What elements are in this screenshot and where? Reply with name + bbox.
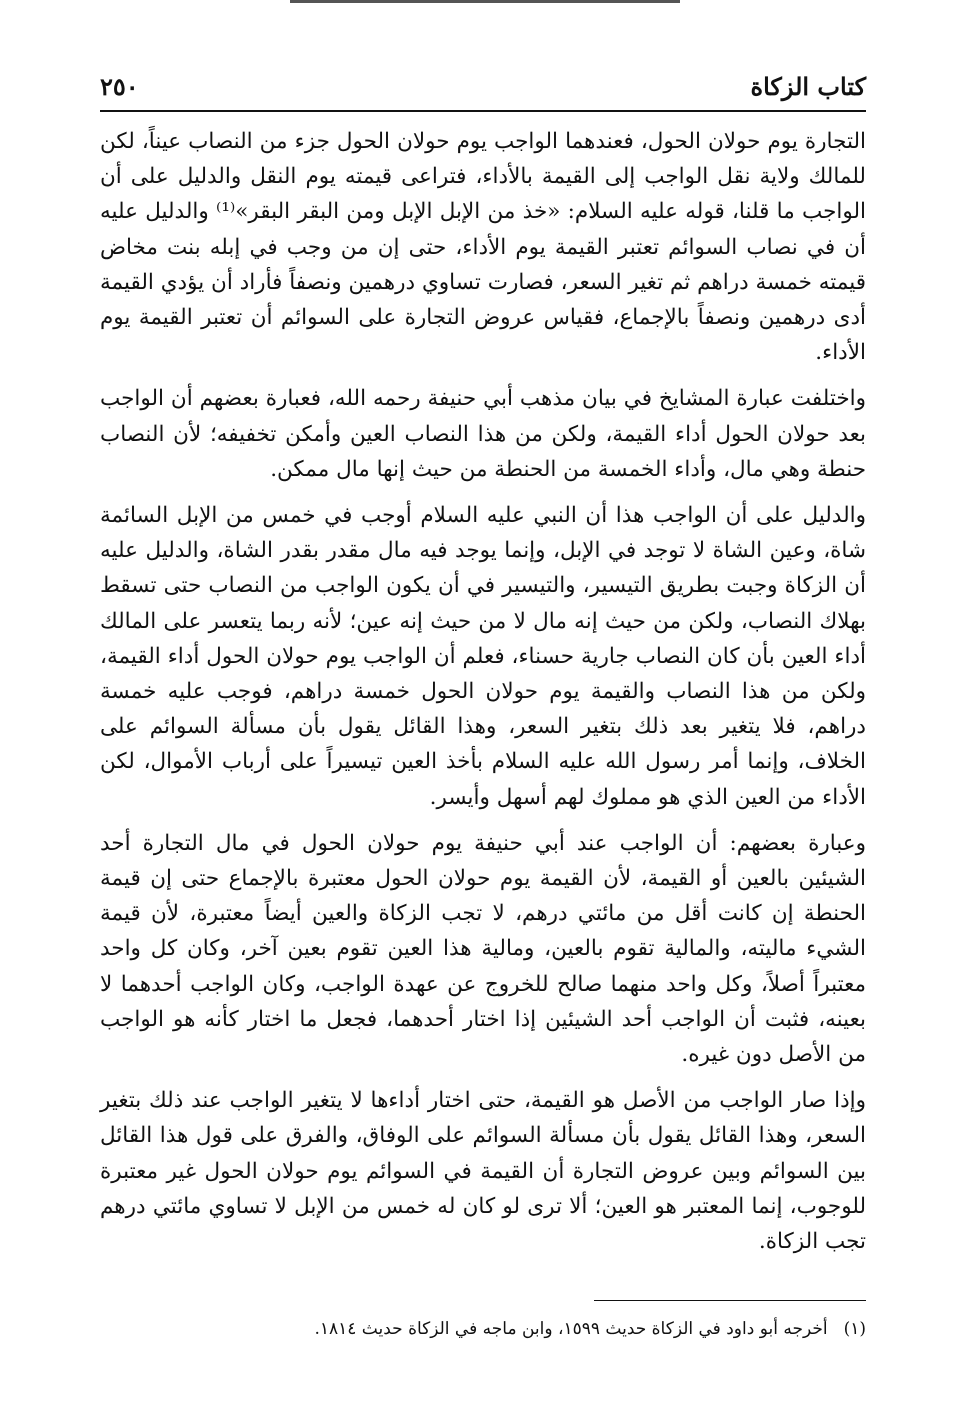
main-text	[100, 124, 866, 1270]
footnote-text: أخرجه أبو داود في الزكاة حديث ١٥٩٩، وابن ماجه في الزكاة حديث ١٨١٤.	[314, 1319, 828, 1339]
paragraph: واختلفت عبارة المشايخ في بيان مذهب أبي حنيفة رحمه الله، فعبارة بعضهم أن الواجب بعد حولان الحول أداء القيمة، ولكن من هذا النصاب العين وأمكن تخفيفه؛ لأن النصاب حنطة وهي مال، وأداء الخمسة من الحنطة من حيث إنها مال ممكن.	[100, 386, 866, 482]
paragraph: وإذا صار الواجب من الأصل هو القيمة، حتى اختار أداءها لا يتغير الواجب عند ذلك بتغير السعر، وهذا القائل يقول بأن مسألة السوائم على الوفاق، والفرق على قول هذا القائل بين السوائم وبين عروض التجارة أن القيمة في السوائم يوم حولان الحول غير معتبرة للوجوب، إنما المعتبر هو العين؛ ألا ترى لو كان له خمس من الإبل لا تساوي مائتي درهم تجب الزكاة.	[100, 1088, 866, 1255]
paragraph: والدليل على أن الواجب هذا أن النبي عليه السلام أوجب في خمس من الإبل السائمة شاة، وعين الشاة لا توجد في الإبل، وإنما يوجد فيه مال مقدر بقدر الشاة، والدليل عليه أن الزكاة وجبت بطريق التيسير، والتيسير في أن يكون الواجب من النصاب حتى تسقط بهلاك النصاب، ولكن من حيث إنه مال لا من حيث إنه عين؛ لأنه ربما يتعسر على المالك أداء العين بأن كان النصاب جارية حسناء، فعلم أن الواجب يوم حولان الحول أداء القيمة، ولكن من هذا النصاب والقيمة يوم حولان الحول خمسة دراهم، فوجب عليه خمسة دراهم، فلا يتغير بعد ذلك بتغير السعر، وهذا القائل يقول بأن مسألة السوائم على الخلاف، وإنما أمر رسول الله عليه السلام بأخذ العين تيسيراً على أرباب الأموال، لكن الأداء من العين الذي هو مملوك لهم أسهل وأيسر.	[100, 503, 866, 810]
paragraph: وعبارة بعضهم: أن الواجب عند أبي حنيفة يوم حولان الحول في مال التجارة أحد الشيئين بالعين أو القيمة، لأن القيمة يوم حولان الحول معتبرة بالإجماع حتى إن قيمة الحنطة إن كانت أقل من مائتي درهم، لا تجب الزكاة والعين أيضاً معتبرة، لأن قيمة الشيء ماليته، والمالية تقوم بالعين، ومالية هذا العين تقوم بعين آخر، وكان كل واحد معتبراً أصلاً، وكل واحد منهما صالح للخروج عن عهدة الواجب، وكان الواجب أحدهما لا بعينه، فثبت أن الواجب أحد الشيئين إذا اختار أحدهما، فجعل ما اختار كأنه هو الواجب من الأصل دون غيره.	[100, 830, 866, 1068]
footnote-marker: (١)	[843, 1319, 866, 1339]
footnote-separator	[594, 1300, 866, 1301]
paragraph: التجارة يوم حولان الحول، فعندهما الواجب يوم حولان الحول جزء من النصاب عيناً، لكن للمالك ولاية نقل الواجب إلى القيمة بالأداء، فتراعى قيمته يوم النقل والدليل على أن الواجب ما قلنا، قوله عليه السلام: «خذ من الإبل الإبل ومن البقر البقر»⁽¹⁾ والدليل عليه أن في نصاب السوائم تعتبر القيمة يوم الأداء، حتى إن من وجب في إبله بنت مخاض قيمته خمسة دراهم ثم تغير السعر، فصارت تساوي درهمين ونصفاً فأراد أن يؤدي القيمة أدى درهمين ونصفاً بالإجماع، فقياس عروض التجارة على السوائم أن تعتبر القيمة يوم الأداء.	[100, 129, 866, 366]
running-title: كتاب الزكاة	[750, 72, 866, 101]
page-header	[100, 70, 866, 112]
top-edge-rule	[290, 0, 680, 3]
page-number: ٢٥٠	[100, 72, 139, 101]
footnote	[100, 1316, 866, 1342]
